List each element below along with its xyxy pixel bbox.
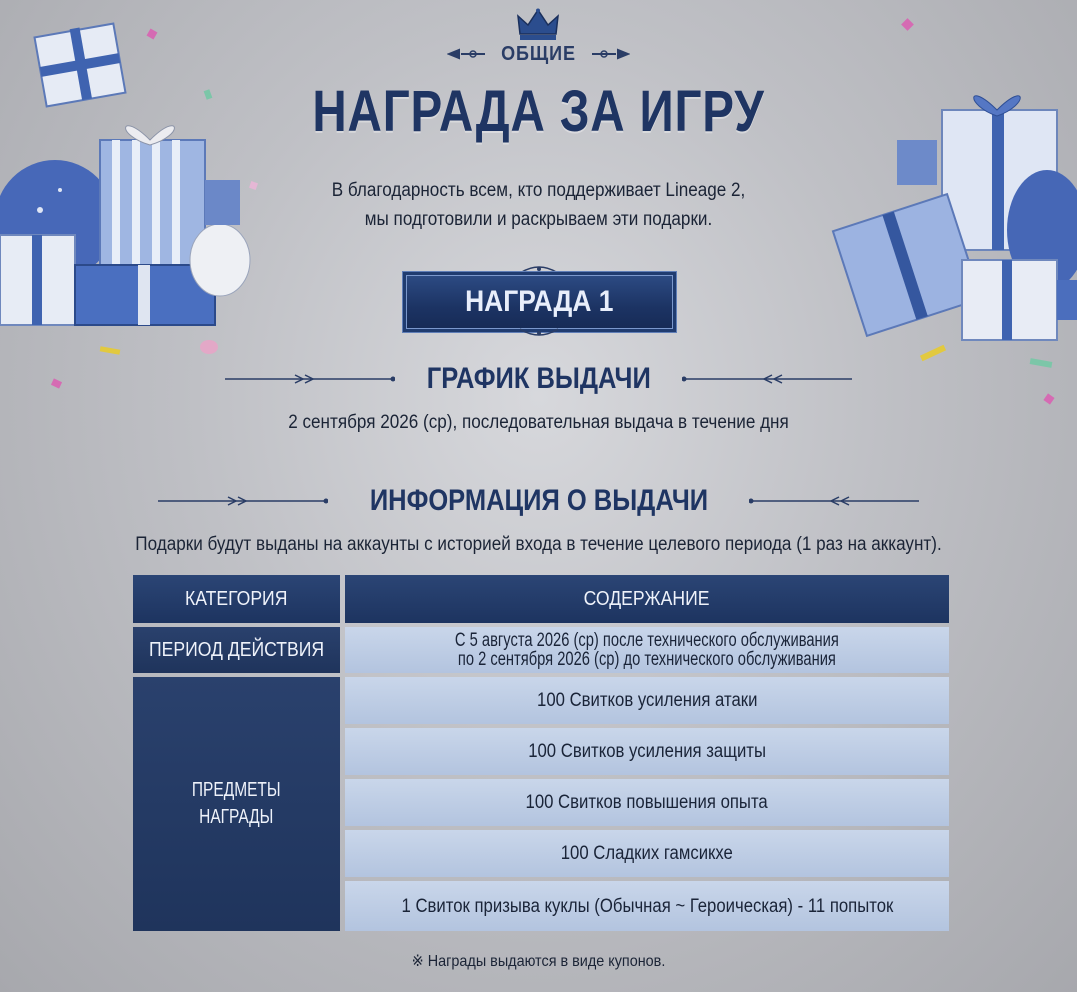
footnote: ※ Награды выдаются в виде купонов. xyxy=(411,953,666,970)
ornament-right-icon xyxy=(590,47,630,61)
info-title: ИНФОРМАЦИЯ О ВЫДАЧИ xyxy=(369,484,708,517)
intro-line-1: В благодарность всем, кто поддерживает Lineage 2, xyxy=(331,180,746,201)
divider-right-icon xyxy=(682,372,852,386)
general-text: ОБЩИЕ xyxy=(501,42,576,65)
reward-badge-box xyxy=(402,271,677,333)
reward-item: 100 Свитков усиления атаки xyxy=(536,690,758,711)
reward-item-row xyxy=(345,728,949,775)
info-text: Подарки будут выданы на аккаунты с историей входа в течение целевого периода (1 раз на аккаунт). xyxy=(135,534,942,555)
crown-icon xyxy=(516,8,560,42)
table-header-category xyxy=(133,575,340,623)
intro-line-2: мы подготовили и раскрываем эти подарки. xyxy=(364,209,713,230)
period-value-cell xyxy=(345,627,949,673)
period-label-cell xyxy=(133,627,340,673)
reward-badge xyxy=(402,265,677,337)
general-label xyxy=(0,40,1077,68)
reward-item: 100 Сладких гамсикхе xyxy=(560,843,734,864)
divider-left-icon xyxy=(225,372,395,386)
items-label-line-2: НАГРАДЫ xyxy=(199,806,274,828)
reward-item-row xyxy=(345,830,949,877)
reward-item: 1 Свиток призыва куклы (Обычная ~ Героическая) - 11 попыток xyxy=(401,895,893,917)
period-label: ПЕРИОД ДЕЙСТВИЯ xyxy=(148,638,325,661)
header-content-label: СОДЕРЖАНИЕ xyxy=(584,587,710,610)
period-line-1: С 5 августа 2026 (ср) после технического обслуживания xyxy=(455,630,839,651)
reward-badge-text: НАГРАДА 1 xyxy=(465,285,614,318)
period-value xyxy=(429,631,865,669)
items-label xyxy=(186,777,287,831)
items-label-cell xyxy=(133,677,340,931)
period-line-2: по 2 сентября 2026 (ср) до технического обслуживания xyxy=(457,649,837,670)
confetti xyxy=(200,340,218,354)
confetti xyxy=(901,18,914,31)
reward-item: 100 Свитков повышения опыта xyxy=(525,792,769,813)
divider-right-icon xyxy=(749,494,919,508)
reward-item-row xyxy=(345,677,949,724)
table-header-content xyxy=(345,575,949,623)
reward-item-row xyxy=(345,779,949,826)
intro-text xyxy=(54,176,1023,234)
header-category-label: КАТЕГОРИЯ xyxy=(185,587,288,610)
info-header xyxy=(0,481,1077,521)
reward-item: 100 Свитков усиления защиты xyxy=(528,741,766,762)
ornament-left-icon xyxy=(447,47,487,61)
badge-ornament-bottom-icon xyxy=(520,327,558,337)
page-title: НАГРАДА ЗА ИГРУ xyxy=(312,79,765,144)
schedule-text: 2 сентября 2026 (ср), последовательная выдача в течение дня xyxy=(288,412,789,433)
schedule-title: ГРАФИК ВЫДАЧИ xyxy=(426,362,651,395)
schedule-header xyxy=(0,359,1077,399)
reward-item-row xyxy=(345,881,949,931)
rewards-table xyxy=(133,575,949,931)
divider-left-icon xyxy=(158,494,328,508)
items-label-line-1: ПРЕДМЕТЫ xyxy=(192,779,281,801)
